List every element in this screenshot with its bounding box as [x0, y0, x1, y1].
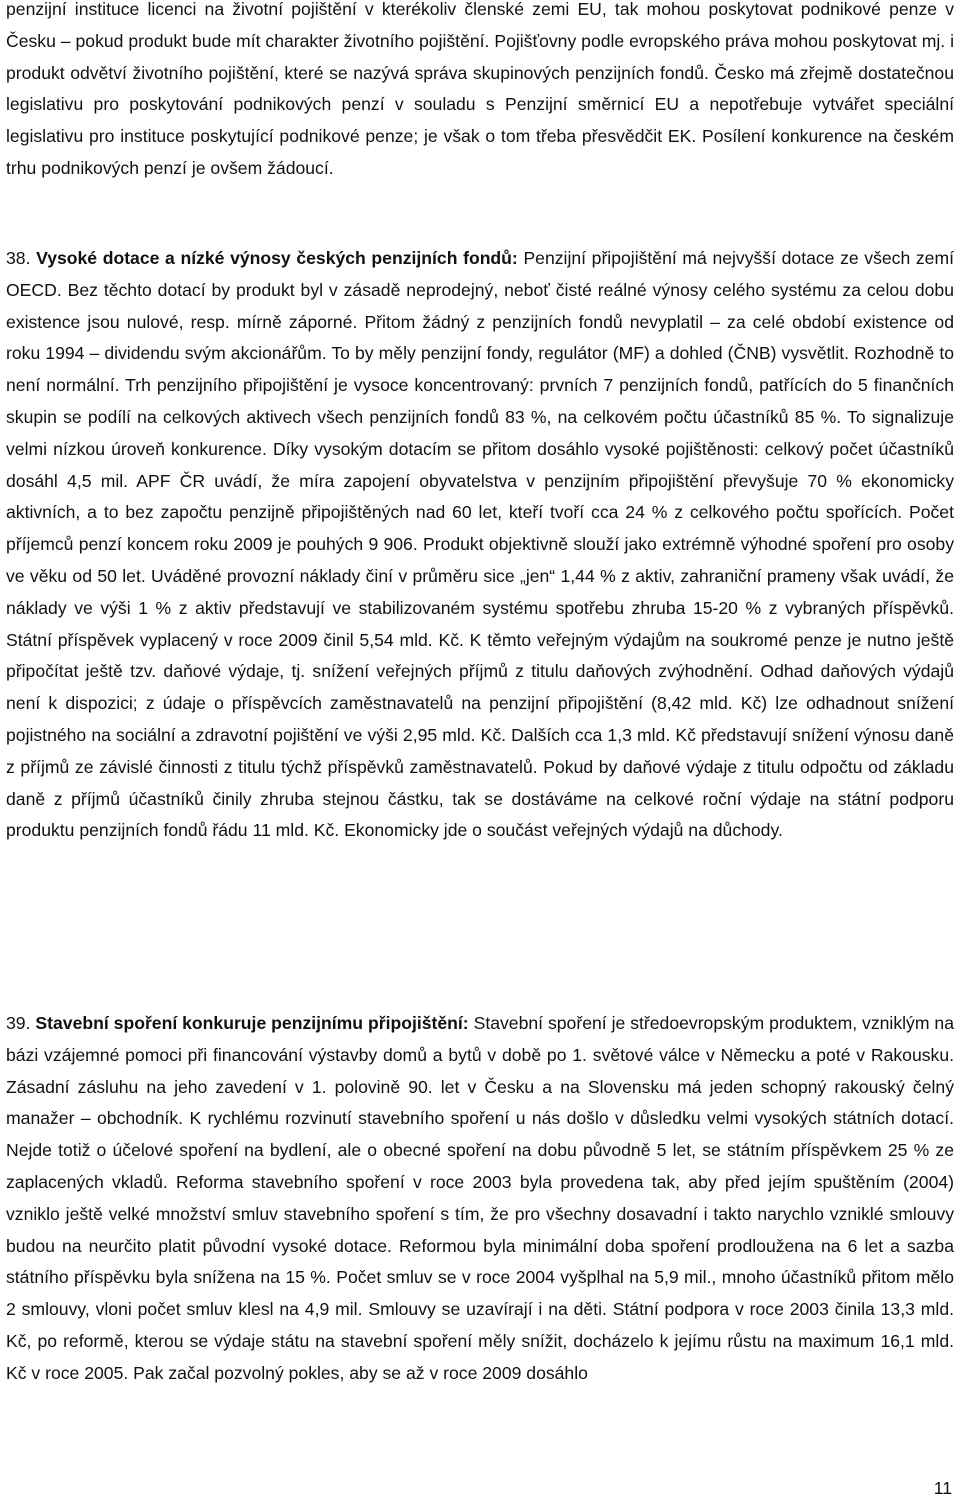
- paragraph-38: [6, 243, 954, 847]
- paragraph-body: Penzijní připojištění má nejvyšší dotace ze všech zemí OECD. Bez těchto dotací by produkt byl v zásadě neprodejný, neboť čisté reálné výnosy celého systému za celou dobu existence jsou nulové, resp. mírně záporné. Přitom žádný z penzijních fondů nevyplatil – za celé období existence od roku 1994 – dividendu svým akcionářům. To by měly penzijní fondy, regulátor (MF) a dohled (ČNB) vysvětlit. Rozhodně to není normální. Trh penzijního připojištění je vysoce koncentrovaný: prvních 7 penzijních fondů, patřících do 5 finančních skupin se podílí na celkových aktivech všech penzijních fondů 83 %, na celkovém počtu účastníků 85 %. To signalizuje velmi nízkou úroveň konkurence. Díky vysokým dotacím se přitom dosáhlo vysoké pojištěnosti: celkový počet účastníků dosáhl 4,5 mil. APF ČR uvádí, že míra zapojení obyvatelstva v penzijním připojištění převyšuje 70 % ekonomicky aktivních, a to bez započtu penzijně připojištěných nad 60 let, kteří tvoří cca 24 % z celkového počtu spořících. Počet příjemců penzí koncem roku 2009 je pouhých 9 906. Produkt objektivně slouží jako extrémně výhodné spoření pro osoby ve věku od 50 let. Uváděné provozní náklady činí v průměru sice „jen“ 1,44 % z aktiv, zahraniční prameny však uvádí, že náklady ve výši 1 % z aktiv představují ve stabilizovaném systému spotřebu zhruba 15-20 % z vybraných příspěvků. Státní příspěvek vyplacený v roce 2009 činil 5,54 mld. Kč. K těmto veřejným výdajům na soukromé penze je nutno ještě připočítat ještě tzv. daňové výdaje, tj. snížení veřejných příjmů z titulu daňových zvýhodnění. Odhad daňových výdajů není k dispozici; z údaje o příspěvcích zaměstnavatelů na penzijní připojištění (8,42 mld. Kč) lze odhadnout snížení pojistného na sociální a zdravotní pojištění ve výši 2,95 mld. Kč. Dalších cca 1,3 mld. Kč představují snížení výnosu daně z příjmů ze závislé činnosti z titulu týchž příspěvků zaměstnavatelů. Pokud by daňové výdaje z titulu odpočtu od základu daně z příjmů účastníků činily zhruba stejnou částku, tak se dostáváme na celkové roční výdaje na státní podporu produktu penzijních fondů řádu 11 mld. Kč. Ekonomicky jde o součást veřejných výdajů na důchody.: [6, 248, 955, 841]
- paragraph-number: 38.: [6, 248, 31, 268]
- paragraph-number: 39.: [6, 1013, 31, 1033]
- paragraph-heading: Vysoké dotace a nízké výnosy českých penzijních fondů:: [36, 248, 518, 268]
- paragraph-continuation: [6, 0, 954, 185]
- paragraph-39: [6, 1008, 954, 1390]
- paragraph-body: Stavební spoření je středoevropským produktem, vzniklým na bázi vzájemné pomoci při financování výstavby domů a bytů v době po 1. světové válce v Německu a poté v Rakousku. Zásadní zásluhu na jeho zavedení v 1. polovině 90. let v Česku a na Slovensku má jeden schopný rakouský čelný manažer – obchodník. K rychlému rozvinutí stavebního spoření u nás došlo v důsledku velmi vysokých státních dotací. Nejde totiž o účelové spoření na bydlení, ale o obecné spoření na dobu původně 5 let, se státním příspěvkem 25 % ze zaplacených vkladů. Reforma stavebního spoření v roce 2003 byla provedena tak, aby před jejím spuštěním (2004) vzniklo ještě velké množství smluv stavebního spoření s tím, že pro všechny dosavadní i takto narychlo vzniklé smlouvy budou na neurčito platit původní vysoké dotace. Reformou byla minimální doba spoření prodloužena na 6 let a sazba státního příspěvku byla snížena na 15 %. Počet smluv se v roce 2004 vyšplhal na 5,9 mil., mnoho účastníků přitom mělo 2 smlouvy, vloni počet smluv klesl na 4,9 mil. Smlouvy se uzavírají i na děti. Státní podpora v roce 2003 činila 13,3 mld. Kč, po reformě, kterou se výdaje státu na stavební spoření měly snížit, docházelo k jejímu růstu na maximum 16,1 mld. Kč v roce 2005. Pak začal pozvolný pokles, aby se až v roce 2009 dosáhlo: [6, 1013, 955, 1383]
- page-number: 11: [933, 1478, 952, 1498]
- paragraph-body: penzijní instituce licenci na životní pojištění v kterékoliv členské zemi EU, tak mohou poskytovat podnikové penze v Česku – pokud produkt bude mít charakter životního pojištění. Pojišťovny podle evropského práva mohou poskytovat mj. i produkt odvětví životního pojištění, které se nazývá správa skupinových penzijních fondů. Česko má zřejmě dostatečnou legislativu pro poskytování podnikových penzí v souladu s Penzijní směrnicí EU a nepotřebuje vytvářet speciální legislativu pro instituce poskytující podnikové penze; je však o tom třeba přesvědčit EK. Posílení konkurence na českém trhu podnikových penzí je ovšem žádoucí.: [6, 0, 954, 178]
- paragraph-heading: Stavební spoření konkuruje penzijnímu připojištění:: [35, 1013, 469, 1033]
